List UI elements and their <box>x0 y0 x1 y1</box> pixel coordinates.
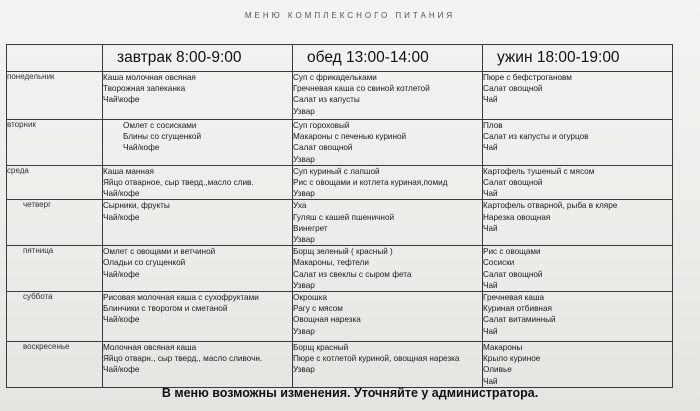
breakfast-item: Блины со сгущенкой <box>123 132 202 142</box>
dinner-cell <box>483 200 673 246</box>
column-header-breakfast: завтрак 8:00-9:00 <box>103 45 293 72</box>
lunch-item: Суп с фрикадельками <box>293 73 377 82</box>
breakfast-cell <box>103 120 293 166</box>
dinner-item: Чай <box>483 280 498 290</box>
day-name: пятница <box>7 246 103 292</box>
breakfast-cell <box>103 200 293 246</box>
lunch-item: Узвар <box>293 154 315 164</box>
breakfast-item: Яйцо отварное, сыр тверд.,масло слив. <box>103 178 254 188</box>
breakfast-cell <box>103 72 293 120</box>
lunch-item: Рагу с мясом <box>293 304 343 314</box>
day-name: вторник <box>7 120 103 166</box>
breakfast-item: Рисовая молочная каша с сухофруктами <box>103 293 259 303</box>
breakfast-cell <box>103 292 293 342</box>
lunch-item: Макароны с печенью куриной <box>293 132 407 142</box>
dinner-item: Салат витаминный <box>483 315 556 325</box>
dinner-item: Макароны <box>483 343 523 353</box>
lunch-item: Салат из капусты <box>293 95 360 105</box>
lunch-item: Винегрет <box>293 223 328 233</box>
lunch-item: Суп куриный с лапшой <box>293 166 380 176</box>
dinner-item: Чай <box>483 95 498 105</box>
breakfast-item: Творожная запеканка <box>103 84 186 94</box>
lunch-cell <box>293 292 483 342</box>
dinner-item: Салат овощной <box>483 84 543 94</box>
document-title: МЕНЮ КОМПЛЕКСНОГО ПИТАНИЯ <box>244 11 456 20</box>
header-row <box>7 45 673 72</box>
lunch-cell <box>293 342 483 388</box>
lunch-item: Пюре с котлетой куриной, овощная нарезка <box>293 354 460 364</box>
breakfast-cell <box>103 246 293 292</box>
breakfast-item: Чай/кофе <box>103 269 140 279</box>
day-name: среда <box>7 165 103 200</box>
dinner-item: Салат из капусты и огурцов <box>483 132 589 142</box>
dinner-item: Чай <box>483 326 498 336</box>
breakfast-item: Оладьи со сгущенкой <box>103 258 186 268</box>
table-row <box>7 165 673 200</box>
lunch-item: Суп гороховый <box>293 121 350 130</box>
day-name: понедельник <box>7 72 103 120</box>
lunch-item: Рис с овощами и котлета куриная,помид <box>293 178 448 188</box>
lunch-item: Узвар <box>293 365 315 375</box>
dinner-item: Рис с овощами <box>483 247 541 257</box>
day-name: суббота <box>7 292 103 342</box>
lunch-item: Уха <box>293 201 307 211</box>
dinner-cell <box>483 246 673 292</box>
breakfast-item: Чай/кофе <box>103 315 140 325</box>
column-header-lunch: обед 13:00-14:00 <box>293 45 483 72</box>
dinner-cell <box>483 342 673 388</box>
dinner-item: Чай <box>483 223 498 233</box>
breakfast-item: Каша молочная овсяная <box>103 73 196 82</box>
day-name: воскресенье <box>7 342 103 388</box>
dinner-item: Крыло куриное <box>483 354 541 364</box>
lunch-item: Гуляш с кашей пшеничной <box>293 212 395 222</box>
lunch-item: Борщ зеленый ( красный ) <box>293 247 393 257</box>
menu-body <box>7 72 673 388</box>
corner-cell <box>7 45 103 72</box>
breakfast-item: Чай/кофе <box>103 189 140 199</box>
breakfast-item: Чай/кофе <box>103 212 140 222</box>
dinner-item: Гречневая каша <box>483 293 545 303</box>
lunch-cell <box>293 165 483 200</box>
dinner-item: Картофель отварной, рыба в кляре <box>483 201 618 211</box>
dinner-item: Чай <box>483 189 498 199</box>
dinner-item: Сосиски <box>483 258 515 268</box>
dinner-item: Нарезка овощная <box>483 212 551 222</box>
table-row <box>7 342 673 388</box>
breakfast-cell <box>103 165 293 200</box>
dinner-cell <box>483 292 673 342</box>
dinner-cell <box>483 120 673 166</box>
lunch-item: Окрошка <box>293 293 327 303</box>
dinner-item: Плов <box>483 121 503 130</box>
lunch-item: Овощная нарезка <box>293 315 361 325</box>
menu-table <box>6 44 673 388</box>
footer-note: В меню возможны изменения. Уточняйте у администратора. <box>161 386 539 400</box>
breakfast-item: Омлет с сосисками <box>123 121 197 130</box>
lunch-item: Узвар <box>293 326 315 336</box>
breakfast-item: Каша манная <box>103 166 154 176</box>
lunch-cell <box>293 72 483 120</box>
lunch-item: Узвар <box>293 280 315 290</box>
breakfast-item: Омлет с овощами и ветчиной <box>103 247 216 257</box>
breakfast-item: Чай/кофе <box>123 143 160 153</box>
lunch-item: Макароны, тефтели <box>293 258 369 268</box>
dinner-item: Куриная отбивная <box>483 304 552 314</box>
dinner-item: Оливье <box>483 365 512 375</box>
dinner-item: Пюре с бефстрогановм <box>483 73 572 82</box>
dinner-cell <box>483 165 673 200</box>
breakfast-item: Чай\кофе <box>103 95 140 105</box>
lunch-item: Узвар <box>293 235 315 245</box>
column-header-dinner: ужин 18:00-19:00 <box>483 45 673 72</box>
lunch-cell <box>293 200 483 246</box>
breakfast-item: Сырники, фрукты <box>103 201 170 211</box>
lunch-cell <box>293 246 483 292</box>
breakfast-item: Блинчики с творогом и сметаной <box>103 304 228 314</box>
dinner-item: Чай <box>483 143 498 153</box>
lunch-cell <box>293 120 483 166</box>
dinner-cell <box>483 72 673 120</box>
table-row <box>7 72 673 120</box>
lunch-item: Узвар <box>293 106 315 116</box>
dinner-item: Картофель тушеный с мясом <box>483 166 595 176</box>
lunch-item: Борщ красный <box>293 343 349 353</box>
breakfast-item: Чай/кофе <box>103 365 140 375</box>
lunch-item: Гречневая каша со свиной котлетой <box>293 84 430 94</box>
dinner-item: Чай <box>483 376 498 386</box>
table-row <box>7 120 673 166</box>
breakfast-item: Молочная овсяная каша <box>103 343 197 353</box>
lunch-item: Салат овощной <box>293 143 353 153</box>
lunch-item: Салат из свеклы с сыром фета <box>293 269 412 279</box>
lunch-item: Узвар <box>293 189 315 199</box>
dinner-item: Салат овощной <box>483 178 543 188</box>
table-row <box>7 200 673 246</box>
breakfast-cell <box>103 342 293 388</box>
breakfast-item: Яйцо отварн., сыр тверд., масло сливочн. <box>103 354 263 364</box>
table-row <box>7 292 673 342</box>
day-name: четверг <box>7 200 103 246</box>
dinner-item: Салат овощной <box>483 269 543 279</box>
table-row <box>7 246 673 292</box>
